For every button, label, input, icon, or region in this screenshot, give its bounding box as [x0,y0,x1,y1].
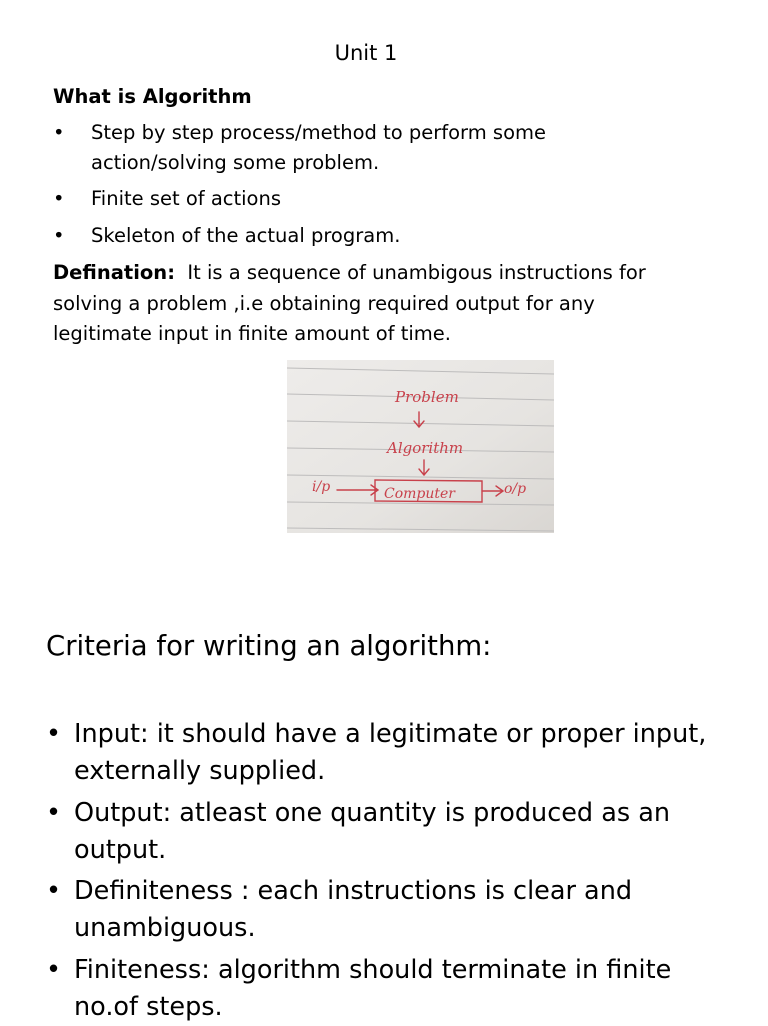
bullet-text: Step by step process/method to perform some [91,121,547,144]
diagram-label-computer: Computer [384,486,455,502]
bullet-item [53,184,653,214]
criteria-item [46,716,736,790]
criteria-text: Finiteness: algorithm should terminate in finite [74,955,672,985]
bullet-text: Skeleton of the actual program. [91,224,401,247]
definition-paragraph [53,258,646,350]
criteria-text: Input: it should have a legitimate or proper input, [74,719,707,749]
page-title: Unit 1 [334,41,398,65]
diagram-label-input: i/p [312,479,331,495]
criteria-text: Definiteness : each instructions is clear and [74,876,633,906]
definition-text: solving a problem ,i.e obtaining required output for any [53,291,595,315]
diagram-label-problem: Problem [395,388,459,406]
criteria-text: output. [74,835,167,865]
criteria-title: Criteria for writing an algorithm: [46,630,492,662]
criteria-item [46,952,736,1024]
criteria-text: no.of steps. [74,992,223,1022]
diagram-label-algorithm: Algorithm [387,439,464,457]
bullet-dot: • [53,187,65,210]
definition-text: It is a sequence of unambigous instructions for [187,261,646,284]
bullet-item [53,118,653,178]
bullet-dot: • [53,224,65,247]
algorithm-diagram-photo [287,360,554,533]
handwritten-diagram [287,360,554,533]
diagram-label-output: o/p [504,481,527,497]
bullet-text: Finite set of actions [91,187,282,210]
criteria-item [46,873,736,947]
section-heading: What is Algorithm [53,85,252,108]
criteria-text: unambiguous. [74,913,256,943]
definition-text: legitimate input in finite amount of time. [53,322,451,345]
criteria-text: Output: atleast one quantity is produced as an [74,798,671,828]
criteria-text: externally supplied. [74,756,326,786]
criteria-item [46,795,736,869]
bullet-dot: • [46,955,62,985]
bullet-dot: • [46,798,62,828]
bullet-dot: • [46,719,62,749]
bullet-dot: • [53,121,65,144]
definition-label: Defination: [53,261,175,284]
bullet-dot: • [46,876,62,906]
bullet-item [53,221,653,251]
bullet-text: action/solving some problem. [91,151,380,174]
